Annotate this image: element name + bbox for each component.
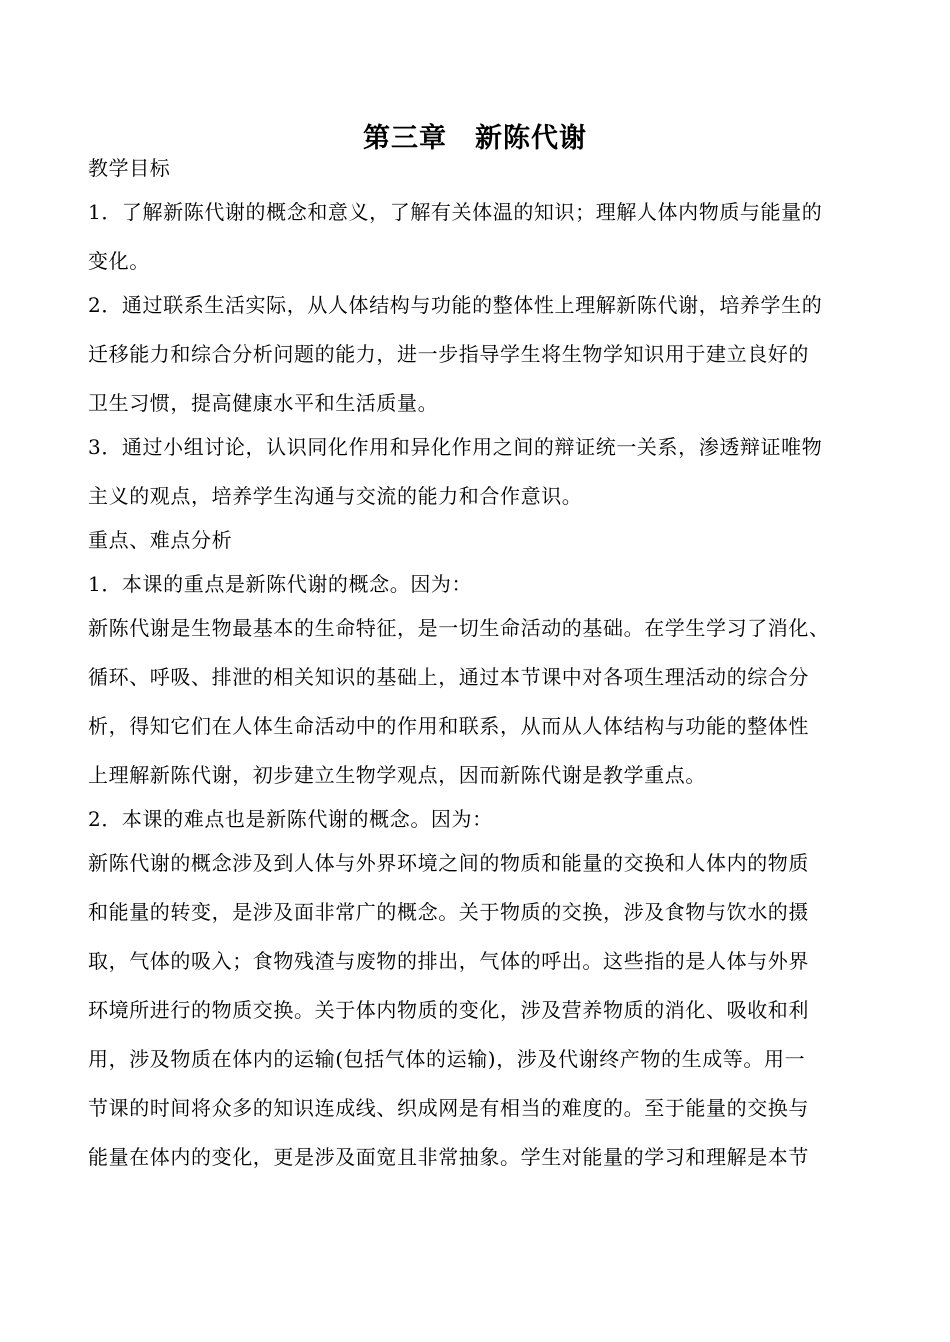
text-line: 环境所进行的物质交换。关于体内物质的变化，涉及营养物质的消化、吸收和利 bbox=[88, 998, 809, 1022]
text-line: 新陈代谢的概念涉及到人体与外界环境之间的物质和能量的交换和人体内的物质 bbox=[88, 851, 809, 875]
text-line: 变化。 bbox=[88, 249, 150, 273]
text-line: 循环、呼吸、排泄的相关知识的基础上，通过本节课中对各项生理活动的综合分 bbox=[88, 665, 809, 689]
heading-key-points: 重点、难点分析 bbox=[88, 528, 233, 552]
text-line: 卫生习惯，提高健康水平和生活质量。 bbox=[88, 391, 439, 415]
text-line: 节课的时间将众多的知识连成线、织成网是有相当的难度的。至于能量的交换与 bbox=[88, 1096, 809, 1120]
text-line: 用，涉及物质在体内的运输(包括气体的运输)，涉及代谢终产物的生成等。用一 bbox=[88, 1047, 806, 1071]
text-line: 析，得知它们在人体生命活动中的作用和联系，从而从人体结构与功能的整体性 bbox=[88, 714, 809, 738]
text-line: 能量在体内的变化，更是涉及面宽且非常抽象。学生对能量的学习和理解是本节 bbox=[88, 1145, 809, 1169]
text-line: 主义的观点，培养学生沟通与交流的能力和合作意识。 bbox=[88, 484, 583, 508]
text-line: 上理解新陈代谢，初步建立生物学观点，因而新陈代谢是教学重点。 bbox=[88, 763, 706, 787]
text-line: 2．通过联系生活实际，从人体结构与功能的整体性上理解新陈代谢，培养学生的 bbox=[88, 293, 823, 317]
text-line: 3．通过小组讨论，认识同化作用和异化作用之间的辩证统一关系，渗透辩证唯物 bbox=[88, 435, 823, 459]
text-line: 迁移能力和综合分析问题的能力，进一步指导学生将生物学知识用于建立良好的 bbox=[88, 342, 809, 366]
text-line: 1．本课的重点是新陈代谢的概念。因为： bbox=[88, 572, 473, 596]
text-line: 2．本课的难点也是新陈代谢的概念。因为： bbox=[88, 807, 493, 831]
text-line: 新陈代谢是生物最基本的生命特征，是一切生命活动的基础。在学生学习了消化、 bbox=[88, 616, 830, 640]
text-line: 和能量的转变，是涉及面非常广的概念。关于物质的交换，涉及食物与饮水的摄 bbox=[88, 900, 809, 924]
text-line: 取，气体的吸入；食物残渣与废物的排出，气体的呼出。这些指的是人体与外界 bbox=[88, 949, 809, 973]
text-line: 1．了解新陈代谢的概念和意义，了解有关体温的知识；理解人体内物质与能量的 bbox=[88, 200, 823, 224]
page-title: 第三章 新陈代谢 bbox=[363, 123, 587, 154]
heading-teaching-goals: 教学目标 bbox=[88, 156, 171, 180]
